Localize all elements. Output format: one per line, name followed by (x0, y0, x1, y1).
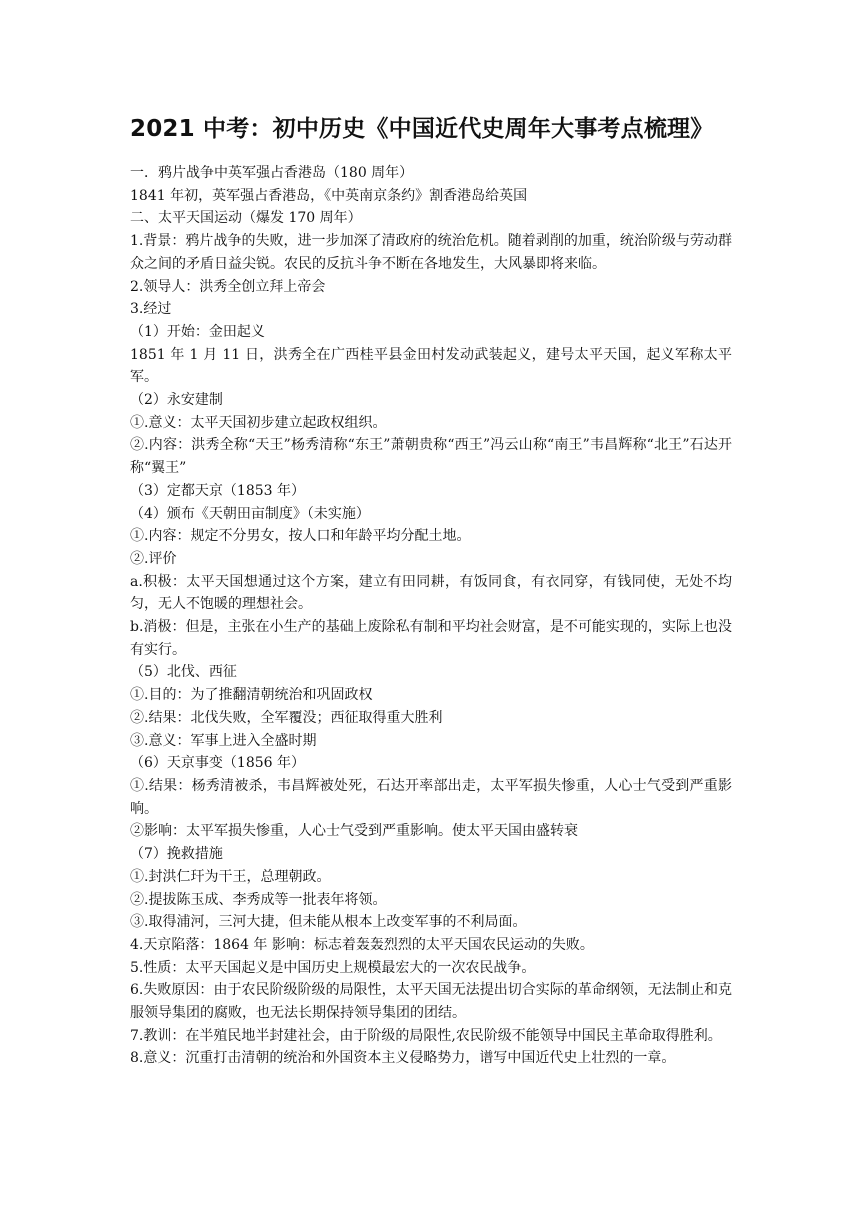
text-line: ②.结果：北伐失败，全军覆没；西征取得重大胜利 (130, 709, 443, 726)
text-line: 1851 年 1 月 11 日，洪秀全在广西桂平县金田村发动武装起义，建号太平天国，起义军称太平军。 (130, 346, 732, 386)
document-page (130, 112, 732, 1070)
text-line: 2.领导人：洪秀全创立拜上帝会 (130, 278, 326, 295)
text-line: （6）天京事变（1856 年） (130, 755, 305, 772)
text-line: （2）永安建制 (130, 392, 223, 409)
text-line: ②影响：太平军损失惨重，人心士气受到严重影响。使太平天国由盛转衰 (130, 823, 578, 840)
text-line: （7）挽救措施 (130, 846, 223, 863)
text-line: ②.内容：洪秀全称“天王”杨秀清称“东王”萧朝贵称“西王”冯云山称“南王”韦昌辉称“北王”石达开称“翼王” (130, 437, 732, 477)
text-line: a.积极：太平天国想通过这个方案，建立有田同耕，有饭同食，有衣同穿，有钱同使，无处不均匀，无人不饱暖的理想社会。 (130, 573, 732, 613)
text-line: ②.提拔陈玉成、李秀成等一批表年将领。 (130, 891, 387, 908)
text-line: 1841 年初，英军强占香港岛，《中英南京条约》割香港岛给英国 (130, 187, 528, 204)
document-body (130, 162, 732, 1070)
text-line: b.消极：但是，主张在小生产的基础上废除私有制和平均社会财富，是不可能实现的，实际上也没有实行。 (130, 619, 732, 658)
text-line: （5）北伐、西征 (130, 664, 237, 681)
document-title: 2021 中考：初中历史《中国近代史周年大事考点梳理》 (130, 116, 714, 142)
text-line: 一．鸦片战争中英军强占香港岛（180 周年） (130, 165, 414, 181)
text-line: 6.失败原因：由于农民阶级阶级的局限性，太平天国无法提出切合实际的革命纲领，无法制止和克服领导集团的腐败，也无法长期保持领导集团的团结。 (130, 982, 732, 1022)
text-line: ①.目的：为了推翻清朝统治和巩固政权 (130, 687, 373, 704)
text-line: ①.结果：杨秀清被杀，韦昌辉被处死，石达开率部出走，太平军损失惨重，人心士气受到严重影响。 (130, 777, 732, 817)
text-line: 二、太平天国运动（爆发 170 周年） (130, 210, 362, 227)
text-line: 4.天京陷落：1864 年 影响：标志着轰轰烈烈的太平天国农民运动的失败。 (130, 936, 594, 953)
text-line: ①.封洪仁玕为干王，总理朝政。 (130, 868, 331, 885)
text-line: ①.意义：太平天国初步建立起政权组织。 (130, 414, 387, 431)
text-line: 8.意义：沉重打击清朝的统治和外国资本主义侵略势力，谱写中国近代史上壮烈的一章。 (130, 1050, 676, 1067)
text-line: ③.意义：军事上进入全盛时期 (130, 732, 317, 749)
text-line: 1.背景：鸦片战争的失败，进一步加深了清政府的统治危机。随着剥削的加重，统治阶级与劳动群众之间的矛盾日益尖锐。农民的反抗斗争不断在各地发生，大风暴即将来临。 (130, 233, 732, 272)
text-line: 3.经过 (130, 301, 172, 318)
text-line: 5.性质：太平天国起义是中国历史上规模最宏大的一次农民战争。 (130, 959, 536, 976)
text-line: ①.内容：规定不分男女，按人口和年龄平均分配土地。 (130, 528, 471, 545)
text-line: （3）定都天京（1853 年） (130, 482, 305, 499)
text-line: ②.评价 (130, 550, 177, 567)
text-line: ③.取得浦河，三河大捷，但未能从根本上改变军事的不利局面。 (130, 914, 527, 931)
text-line: （1）开始：金田起义 (130, 323, 265, 340)
text-line: （4）颁布《天朝田亩制度》（未实施） (130, 505, 370, 522)
text-line: 7.教训：在半殖民地半封建社会，由于阶级的局限性,农民阶级不能领导中国民主革命取得胜利。 (130, 1027, 722, 1044)
